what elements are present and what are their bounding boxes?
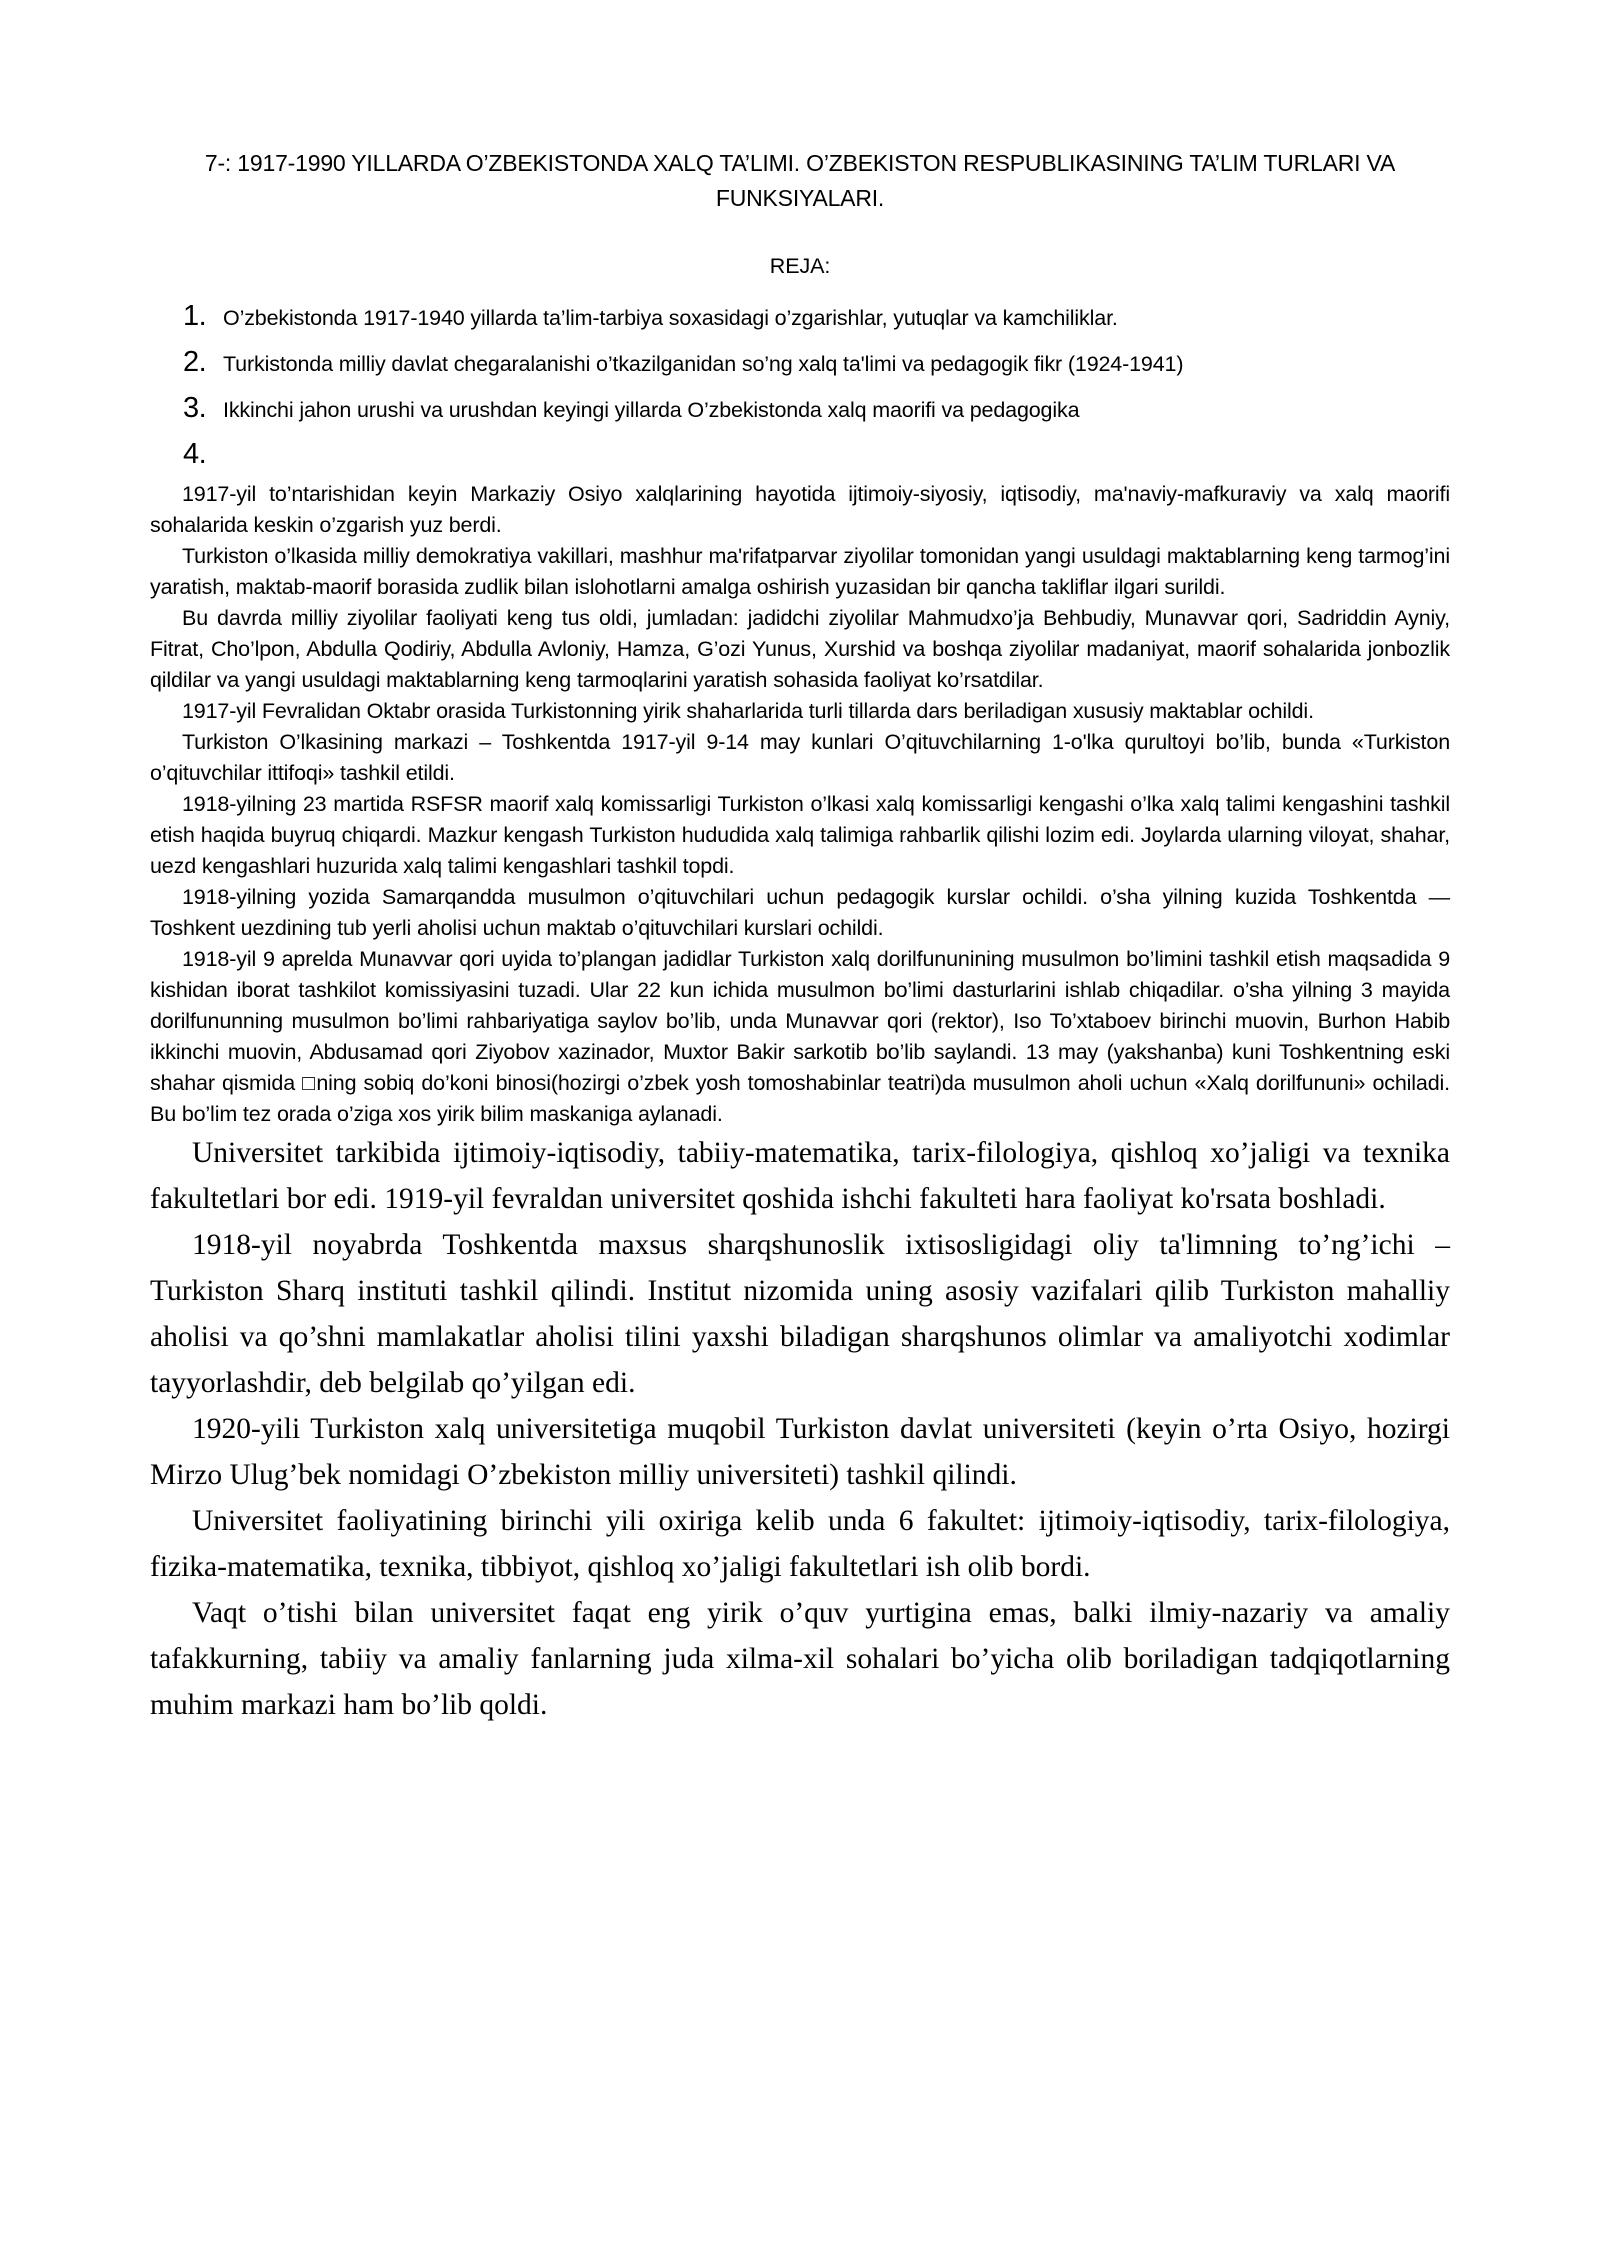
plan-item-2 xyxy=(183,339,1450,385)
paragraph: 1920-yili Turkiston xalq universitetiga muqobil Turkiston davlat universiteti (keyin o’rta Osiyo, hozirgi Mirzo Ulug’bek nomidagi O’zbekiston milliy universiteti) tashkil qilindi. xyxy=(150,1413,1450,1491)
document-title xyxy=(150,146,1450,216)
plan-item-text: Ikkinchi jahon urushi va urushdan keyingi yillarda O’zbekistonda xalq maorifi va pedagogika xyxy=(223,398,1080,422)
document-title-line-2: FUNKSIYALARI. xyxy=(715,185,885,211)
paragraph: Universitet tarkibida ijtimoiy-iqtisodiy, tabiiy-matematika, tarix-filologiya, qishloq xo’jaligi va texnika fakultetlari bor edi. 1919-yil fevraldan universitet qoshida ishchi fakulteti hara faoliyat ko'rsata boshladi. xyxy=(150,1137,1450,1215)
plan-item-4 xyxy=(183,431,1450,477)
plan-item-3 xyxy=(183,385,1450,431)
plan-item-1 xyxy=(183,293,1450,339)
paragraph: 1917-yil Fevralidan Oktabr orasida Turkistonning yirik shaharlarida turli tillarda dars beriladigan xususiy maktablar ochildi. xyxy=(182,699,1314,723)
body-text-sans-section xyxy=(150,479,1450,1130)
paragraph: 1918-yilning yozida Samarqandda musulmon o’qituvchilari uchun pedagogik kurslar ochildi. o’sha yilning kuzida Toshkentda — Toshkent uezdining tub yerli aholisi uchun maktab o’qituvchilari kurslari ochildi. xyxy=(150,885,1450,940)
body-text-serif-section xyxy=(150,1130,1450,1728)
plan-item-text: O’zbekistonda 1917-1940 yillarda ta’lim-tarbiya soxasidagi o’zgarishlar, yutuqlar va kamchiliklar. xyxy=(223,306,1118,330)
paragraph: Turkiston O’lkasining markazi – Toshkentda 1917-yil 9-14 may kunlari O’qituvchilarning 1-o'lka qurultoyi bo’lib, bunda «Turkiston o’qituvchilar ittifoqi» tashkil etildi. xyxy=(150,730,1450,785)
plan-list xyxy=(150,293,1450,477)
paragraph: 1918-yilning 23 martida RSFSR maorif xalq komissarligi Turkiston o’lkasi xalq komissarligi kengashi o’lka xalq talimi kengashini tashkil etish haqida buyruq chiqardi. Mazkur kengash Turkiston hududida xalq talimiga rahbarlik qilishi lozim edi. Joylarda ularning viloyat, shahar, uezd kengashlari huzurida xalq talimi kengashlari tashkil topdi. xyxy=(150,792,1450,878)
paragraph: 1917-yil to’ntarishidan keyin Markaziy Osiyo xalqlarining hayotida ijtimoiy-siyosiy, iqtisodiy, ma'naviy-mafkuraviy va xalq maorifi sohalarida keskin o’zgarish yuz berdi. xyxy=(150,482,1450,537)
paragraph: 1918-yil 9 aprelda Munavvar qori uyida to’plangan jadidlar Turkiston xalq dorilfununining musulmon bo’limini tashkil etish maqsadida 9 kishidan iborat tashkilot komissiyasini tuzadi. Ular 22 kun ichida musulmon bo’limi dasturlarini ishlab chiqadilar. o’sha yilning 3 mayida dorilfununning musulmon bo’limi rahbariyatiga saylov bo’lib, unda Munavvar qori (rektor), Iso To’xtaboev birinchi muovin, Burhon Habib ikkinchi muovin, Abdusamad qori Ziyobov xazinador, Muxtor Bakir sarkotib bo’lib saylandi. 13 may (yakshanba) kuni Toshkentning eski shahar qismida □ning sobiq do’koni binosi(hozirgi o’zbek yosh tomoshabinlar teatri)da musulmon aholi uchun «Xalq dorilfununi» ochiladi. Bu bo’lim tez orada o’ziga xos yirik bilim maskaniga aylanadi. xyxy=(150,947,1450,1126)
plan-item-number: 3. xyxy=(183,392,207,424)
paragraph: Vaqt o’tishi bilan universitet faqat eng yirik o’quv yurtigina emas, balki ilmiy-nazariy va amaliy tafakkurning, tabiiy va amaliy fanlarning juda xilma-xil sohalari bo’yicha olib boriladigan tadqiqotlarning muhim markazi ham bo’lib qoldi. xyxy=(150,1597,1450,1721)
document-title-line-1: 7-: 1917-1990 YILLARDA O’ZBEKISTONDA XALQ TA’LIMI. O’ZBEKISTON RESPUBLIKASINING TA’LIM TURLARI VA xyxy=(204,150,1396,176)
plan-item-number: 4. xyxy=(183,438,207,470)
paragraph: Universitet faoliyatining birinchi yili oxiriga kelib unda 6 fakultet: ijtimoiy-iqtisodiy, tarix-filologiya, fizika-matematika, texnika, tibbiyot, qishloq xo’jaligi fakultetlari ish olib bordi. xyxy=(150,1505,1450,1583)
plan-item-text: Turkistonda milliy davlat chegaralanishi o’tkazilganidan so’ng xalq ta'limi va pedagogik fikr (1924-1941) xyxy=(223,352,1184,376)
plan-heading: REJA: xyxy=(769,254,831,278)
paragraph: 1918-yil noyabrda Toshkentda maxsus sharqshunoslik ixtisosligidagi oliy ta'limning to’ng’ichi – Turkiston Sharq instituti tashkil qilindi. Institut nizomida uning asosiy vazifalari qilib Turkiston mahalliy aholisi va qo’shni mamlakatlar aholisi tilini yaxshi biladigan sharqshunos olimlar va amaliyotchi xodimlar tayyorlashdir, deb belgilab qo’yilgan edi. xyxy=(150,1229,1450,1399)
plan-item-number: 1. xyxy=(183,300,207,332)
paragraph: Turkiston o’lkasida milliy demokratiya vakillari, mashhur ma'rifatparvar ziyolilar tomonidan yangi usuldagi maktablarning keng tarmog’ini yaratish, maktab-maorif borasida zudlik bilan islohotlarni amalga oshirish yuzasidan bir qancha takliflar ilgari surildi. xyxy=(150,544,1450,599)
plan-item-number: 2. xyxy=(183,346,207,378)
paragraph: Bu davrda milliy ziyolilar faoliyati keng tus oldi, jumladan: jadidchi ziyolilar Mahmudxo’ja Behbudiy, Munavvar qori, Sadriddin Ayniy, Fitrat, Cho’lpon, Abdulla Qodiriy, Abdulla Avloniy, Hamza, G’ozi Yunus, Xurshid va boshqa ziyolilar madaniyat, maorif sohalarida jonbozlik qildilar va yangi usuldagi maktablarning keng tarmoqlarini yaratish sohasida faoliyat ko’rsatdilar. xyxy=(150,606,1450,692)
